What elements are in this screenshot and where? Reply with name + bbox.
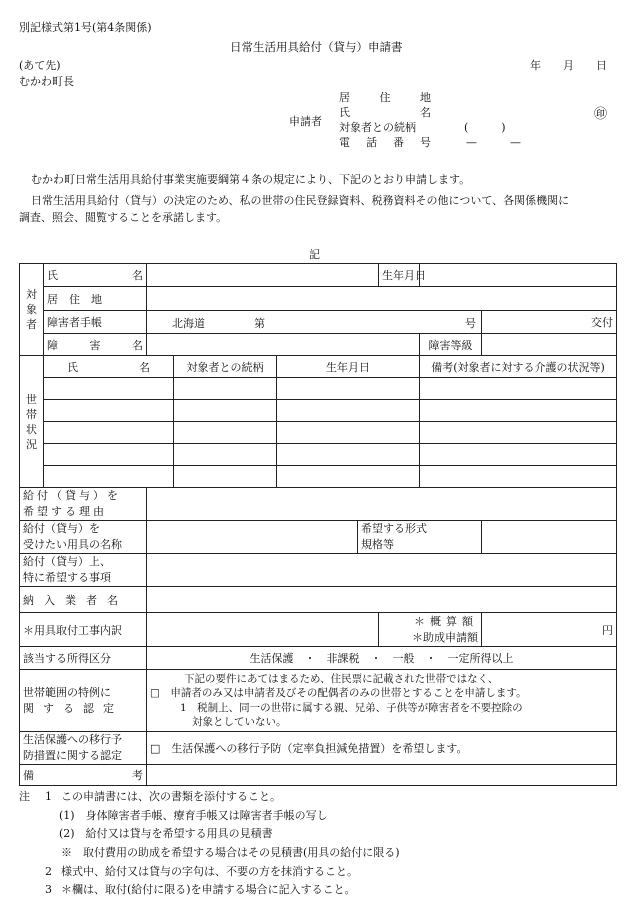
intro-paragraph-1: むかわ町日常生活用具給付事業実施要綱第４条の規定により、下記のとおり申請します。 [31,173,471,186]
household-col-note: 備考(対象者に対する介護の状況等) [420,356,617,378]
disability-name-label: 障 害 名 [44,334,147,356]
date-day-field[interactable]: 日 [596,59,607,72]
household-name-cell[interactable] [44,400,174,422]
addressee: むかわ町長 [19,75,74,88]
household-note-cell[interactable] [420,444,617,466]
note-1a: (1) 身体障害者手帳、療育手帳又は障害者手帳の写し [59,808,328,822]
household-birth-cell[interactable] [277,444,420,466]
estimate-label: ＊概算額 ＊助成申請額 [379,613,482,647]
date-month-field[interactable]: 月 [563,59,574,72]
application-form-table [19,263,617,786]
format-label: 希望する形式 規格等 [358,521,482,554]
subject-birth-field[interactable] [420,264,617,287]
handbook-dai: 第 [254,317,265,330]
household-relation-cell[interactable] [174,444,277,466]
household-row [20,422,617,444]
applicant-relation-field[interactable]: ( ) [464,121,506,134]
subject-address-label: 居 住 地 [44,287,147,311]
note-2: 様式中、給付又は貸与の字句は、不要の方を抹消すること。 [61,864,358,878]
note-1c: ※ 取付費用の助成を希望する場合はその見積書(用具の給付に限る) [61,846,400,860]
applicant-relation-label: 対象者との続柄 [339,121,416,134]
subject-handbook-number-field[interactable] [147,311,482,334]
form-number: 別記様式第1号(第4条関係) [19,21,152,34]
vendor-field[interactable] [147,587,617,613]
income-category-options[interactable]: 生活保護 ・ 非課税 ・ 一般 ・ 一定所得以上 [147,647,617,670]
household-note-cell[interactable] [420,466,617,488]
note-2-number: 2 [45,864,52,878]
subject-group-label: 対 象 者 [20,264,44,356]
intro-paragraph-2b: 調査、照会、閲覧することを承諾します。 [19,211,228,224]
household-birth-cell[interactable] [277,400,420,422]
transition-checkbox[interactable]: □ 生活保護への移行予防（定率負担減免措置）を希望します。 [147,732,617,765]
applicant-phone-label: 電 話 番 号 [339,136,431,149]
note-1b: (2) 給付又は貸与を希望する用具の見積書 [59,827,273,841]
remarks-label: 備 考 [20,765,147,786]
disability-grade-field[interactable] [482,334,617,356]
addressee-label: (あて先) [19,59,61,72]
reason-label: 給付（貸与）を 希望する理由 [20,488,147,521]
household-note-cell[interactable] [420,378,617,400]
date-year-field[interactable]: 年 [530,59,541,72]
income-category-label: 該当する所得区分 [20,647,147,670]
disability-grade-label: 障害等級 [420,334,482,356]
household-relation-cell[interactable] [174,466,277,488]
household-relation-cell[interactable] [174,422,277,444]
household-col-name: 氏 名 [44,356,174,378]
household-col-birth: 生年月日 [277,356,420,378]
note-3-number: 3 [45,883,52,897]
format-field[interactable] [482,521,617,554]
subject-name-label: 氏 名 [44,264,147,287]
household-birth-cell[interactable] [277,378,420,400]
item-name-field[interactable] [147,521,358,554]
household-note-cell[interactable] [420,422,617,444]
applicant-address-label: 居 住 地 [339,91,431,104]
subject-name-field[interactable] [147,264,379,287]
applicant-name-label: 氏 名 [339,106,431,119]
applicant-label: 申請者 [289,115,322,128]
household-col-relation: 対象者との続柄 [174,356,277,378]
household-relation-cell[interactable] [174,378,277,400]
handbook-prefecture: 北海道 [172,317,205,330]
handbook-go: 号 [465,317,476,330]
special-request-field[interactable] [147,554,617,587]
notes-head: 注 [19,790,30,803]
transition-label: 生活保護への移行予 防措置に関する認定 [20,732,147,765]
household-birth-cell[interactable] [277,466,420,488]
install-label: ＊用具取付工事内訳 [20,613,147,647]
note-3: ＊欄は、取付(給付に限る)を申請する場合に記入すること。 [61,883,356,897]
handbook-issued-field[interactable]: 交付 [482,311,617,334]
note-1-number: 1 [45,790,52,803]
estimate-field[interactable]: 円 [482,613,617,647]
ki-heading: 記 [309,248,320,261]
special-household-label: 世帯範囲の特例に 関する認定 [20,670,147,732]
notes-section [19,788,619,900]
household-name-cell[interactable] [44,378,174,400]
item-name-label: 給付（貸与）を 受けたい用具の名称 [20,521,147,554]
remarks-field[interactable] [147,765,617,786]
special-household-text-3: 1 税制上、同一の世帯に属する親、兄弟、子供等が障害者を不要控除の [180,701,523,714]
household-row [20,378,617,400]
vendor-label: 納入業者名 [20,587,147,613]
household-note-cell[interactable] [420,400,617,422]
subject-address-field[interactable] [147,287,617,311]
applicant-phone-field[interactable]: — — [466,136,521,149]
special-household-checkbox[interactable]: □ 申請者のみ又は申請者及びその配偶者のみの世帯とすることを申請します。 [150,687,527,699]
special-household-field[interactable] [147,670,617,732]
disability-name-field[interactable] [147,334,420,356]
household-name-cell[interactable] [44,466,174,488]
household-row [20,466,617,488]
reason-field[interactable] [147,488,617,521]
household-row [20,444,617,466]
household-name-cell[interactable] [44,444,174,466]
subject-birth-label: 生年月日 [379,264,420,287]
household-row [20,400,617,422]
special-household-text-1: 下記の要件にあてはまるため、住民票に記載された世帯ではなく、 [184,672,499,685]
subject-handbook-label: 障害者手帳 [44,311,147,334]
household-group-label: 世 帯 状 況 [20,356,44,488]
seal-mark-icon: ㊞ [594,107,608,122]
note-1: この申請書には、次の書類を添付すること。 [61,790,281,803]
special-household-text-4: 対象としていない。 [192,716,287,728]
intro-paragraph-2a: 日常生活用具給付（貸与）の決定のため、私の世帯の住民登録資料、税務資料その他について、各関係機関に [31,194,570,207]
household-birth-cell[interactable] [277,422,420,444]
page-title: 日常生活用具給付（貸与）申請書 [230,40,403,54]
household-name-cell[interactable] [44,422,174,444]
special-request-label: 給付（貸与）上、 特に希望する事項 [20,554,147,587]
household-relation-cell[interactable] [174,400,277,422]
install-field[interactable] [147,613,379,647]
